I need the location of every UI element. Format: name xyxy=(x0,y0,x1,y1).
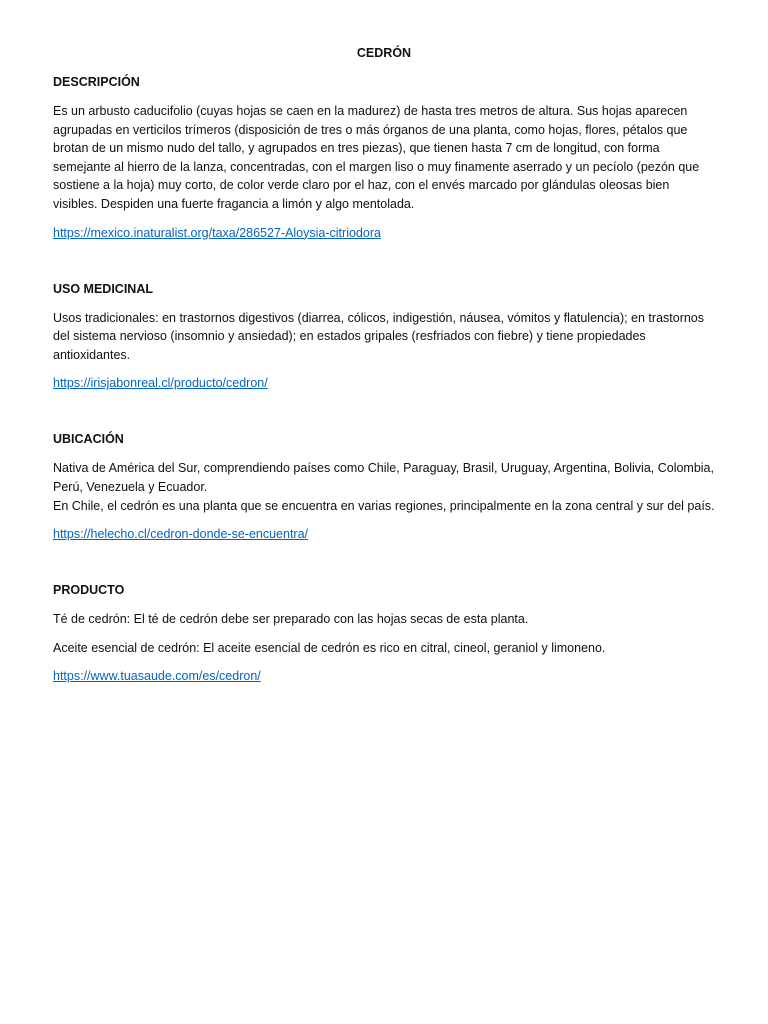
document-page xyxy=(53,44,715,723)
section-descripcion xyxy=(53,73,715,242)
reference-link[interactable]: https://mexico.inaturalist.org/taxa/286527-Aloysia-citriodora xyxy=(53,225,381,240)
section-heading: USO MEDICINAL xyxy=(53,281,153,296)
paragraph: Es un arbusto caducifolio (cuyas hojas se caen en la madurez) de hasta tres metros de altura. Sus hojas aparecen agrupadas en verticilos trímeros (disposición de tres o más órganos de una planta, como hojas, flores, pétalos que brotan de un mismo nudo del tallo, y agrupados en tres piezas), que tienen hasta 7 cm de longitud, con forma semejante al hierro de la lanza, concentradas, con el margen liso o muy finamente aserrado y un pecíolo (pezón que sostiene a la hoja) muy corto, de color verde claro por el haz, con el envés marcado por glándulas oleosas bien visibles. Despiden una fuerte fragancia a limón y algo mentolada. xyxy=(53,104,700,211)
reference-link[interactable]: https://www.tuasaude.com/es/cedron/ xyxy=(53,669,261,684)
reference-link[interactable]: https://helecho.cl/cedron-donde-se-encuentra/ xyxy=(53,527,309,542)
paragraph: Té de cedrón: El té de cedrón debe ser preparado con las hojas secas de esta planta. xyxy=(53,612,529,627)
section-heading: DESCRIPCIÓN xyxy=(53,75,140,89)
paragraph: Usos tradicionales: en trastornos digestivos (diarrea, cólicos, indigestión, náusea, vómitos y flatulencia); en trastornos del sistema nervioso (insomnio y ansiedad); en estados gripales (resfriados con fiebre) y tiene propiedades antioxidantes. xyxy=(53,310,705,362)
section-heading: PRODUCTO xyxy=(53,583,125,598)
section-heading: UBICACIÓN xyxy=(53,432,124,447)
section-ubicacion xyxy=(53,430,715,543)
reference-link[interactable]: https://irisjabonreal.cl/producto/cedron/ xyxy=(53,376,268,391)
paragraph: Aceite esencial de cedrón: El aceite esencial de cedrón es rico en citral, cineol, geraniol y limoneno. xyxy=(53,640,606,655)
section-producto xyxy=(53,581,715,685)
page-title: CEDRÓN xyxy=(356,46,412,60)
paragraph: Nativa de América del Sur, comprendiendo países como Chile, Paraguay, Brasil, Uruguay, Argentina, Bolivia, Colombia, Perú, Venezuela y Ecuador. En Chile, el cedrón es una planta que se encuentra en varias regiones, principalmente en la zona central y sur del país. xyxy=(53,461,715,513)
section-uso-medicinal xyxy=(53,280,715,393)
